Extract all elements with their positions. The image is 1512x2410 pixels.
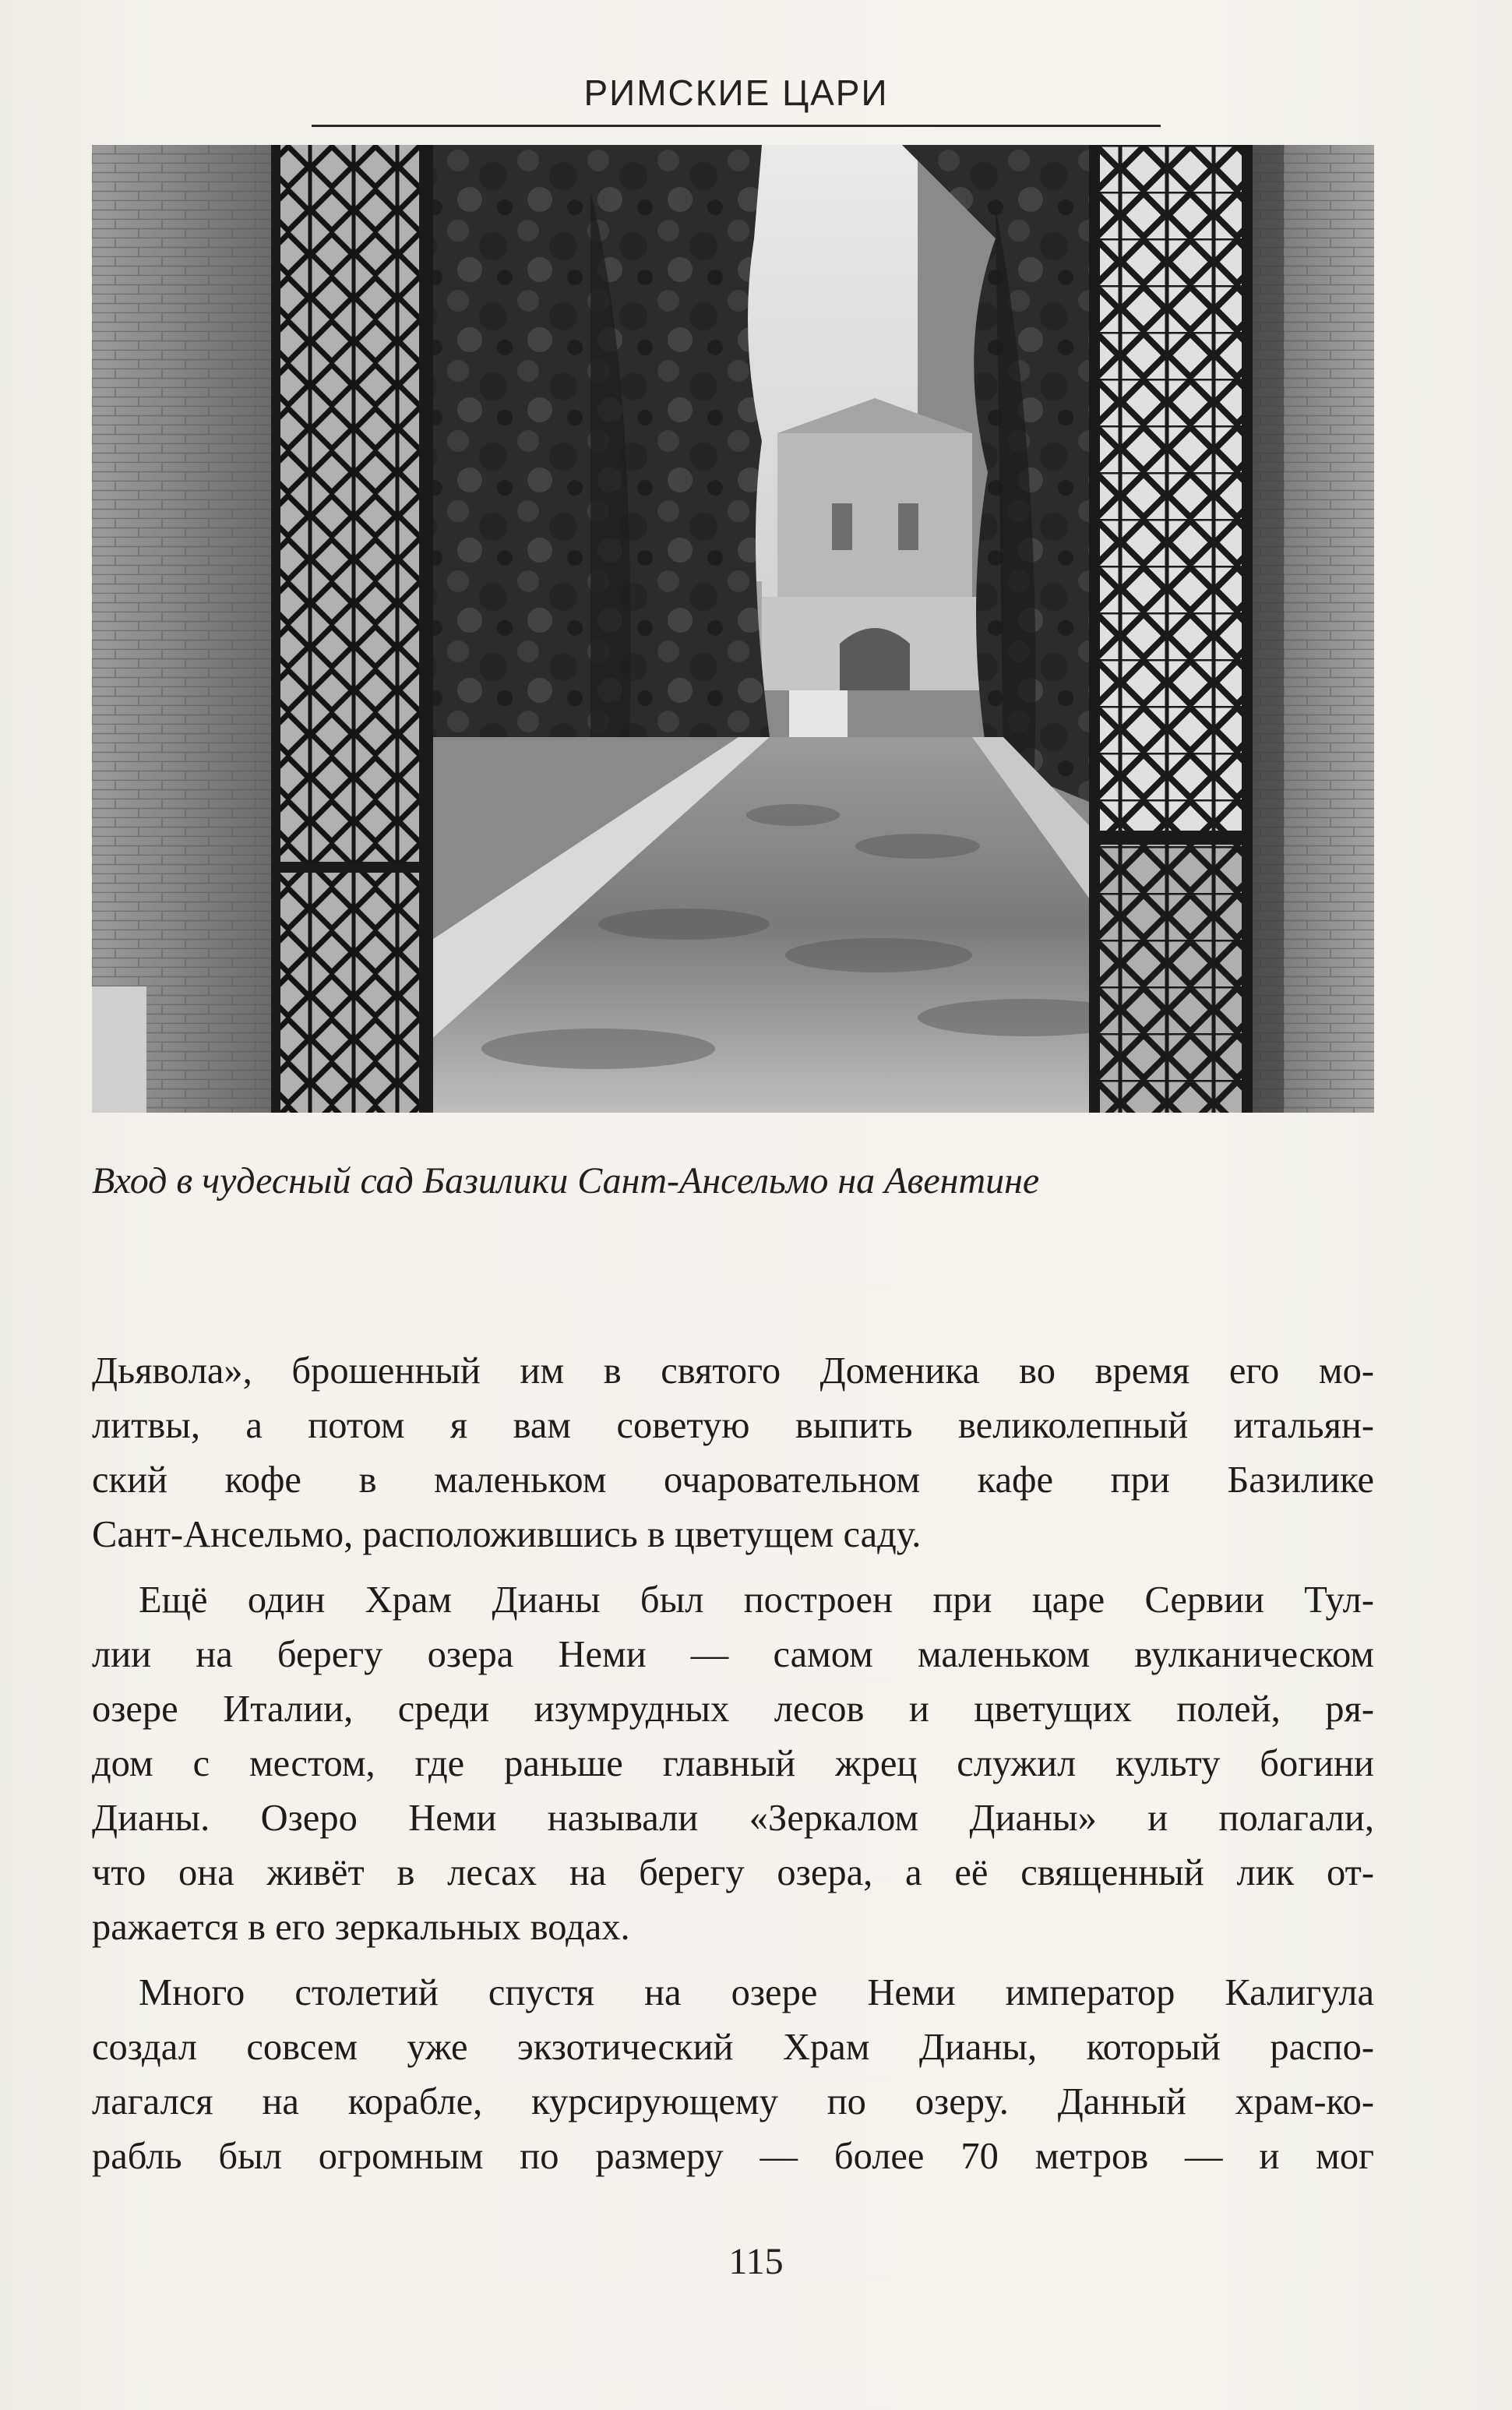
text-line: Сант-Ансельмо, расположившись в цветущем саду. — [92, 1514, 922, 1555]
paragraph — [92, 1344, 1374, 1562]
text-line: Дианы. Озеро Неми называли «Зеркалом Дианы» и полагали, — [92, 1798, 1374, 1839]
text-line: Ещё один Храм Дианы был построен при царе Сервии Тул- — [139, 1579, 1374, 1621]
text-line: лагался на корабле, курсирующему по озеру. Данный храм-ко- — [92, 2081, 1374, 2122]
text-line: лии на берегу озера Неми — самом маленьком вулканическом — [92, 1634, 1374, 1675]
paragraph — [92, 1966, 1374, 2184]
text-line: дом с местом, где раньше главный жрец служил культу богини — [92, 1743, 1374, 1784]
text-line: Дьявола», брошенный им в святого Доменика во время его мо- — [92, 1350, 1374, 1392]
figure-caption: Вход в чудесный сад Базилики Сант-Ансельмо на Авентине — [92, 1160, 1040, 1201]
photograph — [92, 145, 1374, 1113]
text-line: литвы, а потом я вам советую выпить великолепный итальян- — [92, 1405, 1374, 1446]
header-rule — [312, 125, 1161, 127]
text-line: что она живёт в лесах на берегу озера, а её священный лик от- — [92, 1852, 1374, 1893]
text-line: ский кофе в маленьком очаровательном кафе при Базилике — [92, 1459, 1374, 1501]
text-line: ражается в его зеркальных водах. — [92, 1907, 630, 1948]
page-number: 115 — [728, 2241, 784, 2282]
text-line: Много столетий спустя на озере Неми император Калигула — [139, 1972, 1374, 2013]
running-head: РИМСКИЕ ЦАРИ — [583, 72, 889, 113]
text-line: рабль был огромным по размеру — более 70 метров — и мог — [92, 2136, 1374, 2177]
paragraph — [92, 1573, 1374, 1955]
text-line: создал совсем уже экзотический Храм Дианы, который распо- — [92, 2027, 1374, 2068]
text-line: озере Италии, среди изумрудных лесов и цветущих полей, ря- — [92, 1688, 1374, 1730]
body-text — [92, 1344, 1374, 2184]
